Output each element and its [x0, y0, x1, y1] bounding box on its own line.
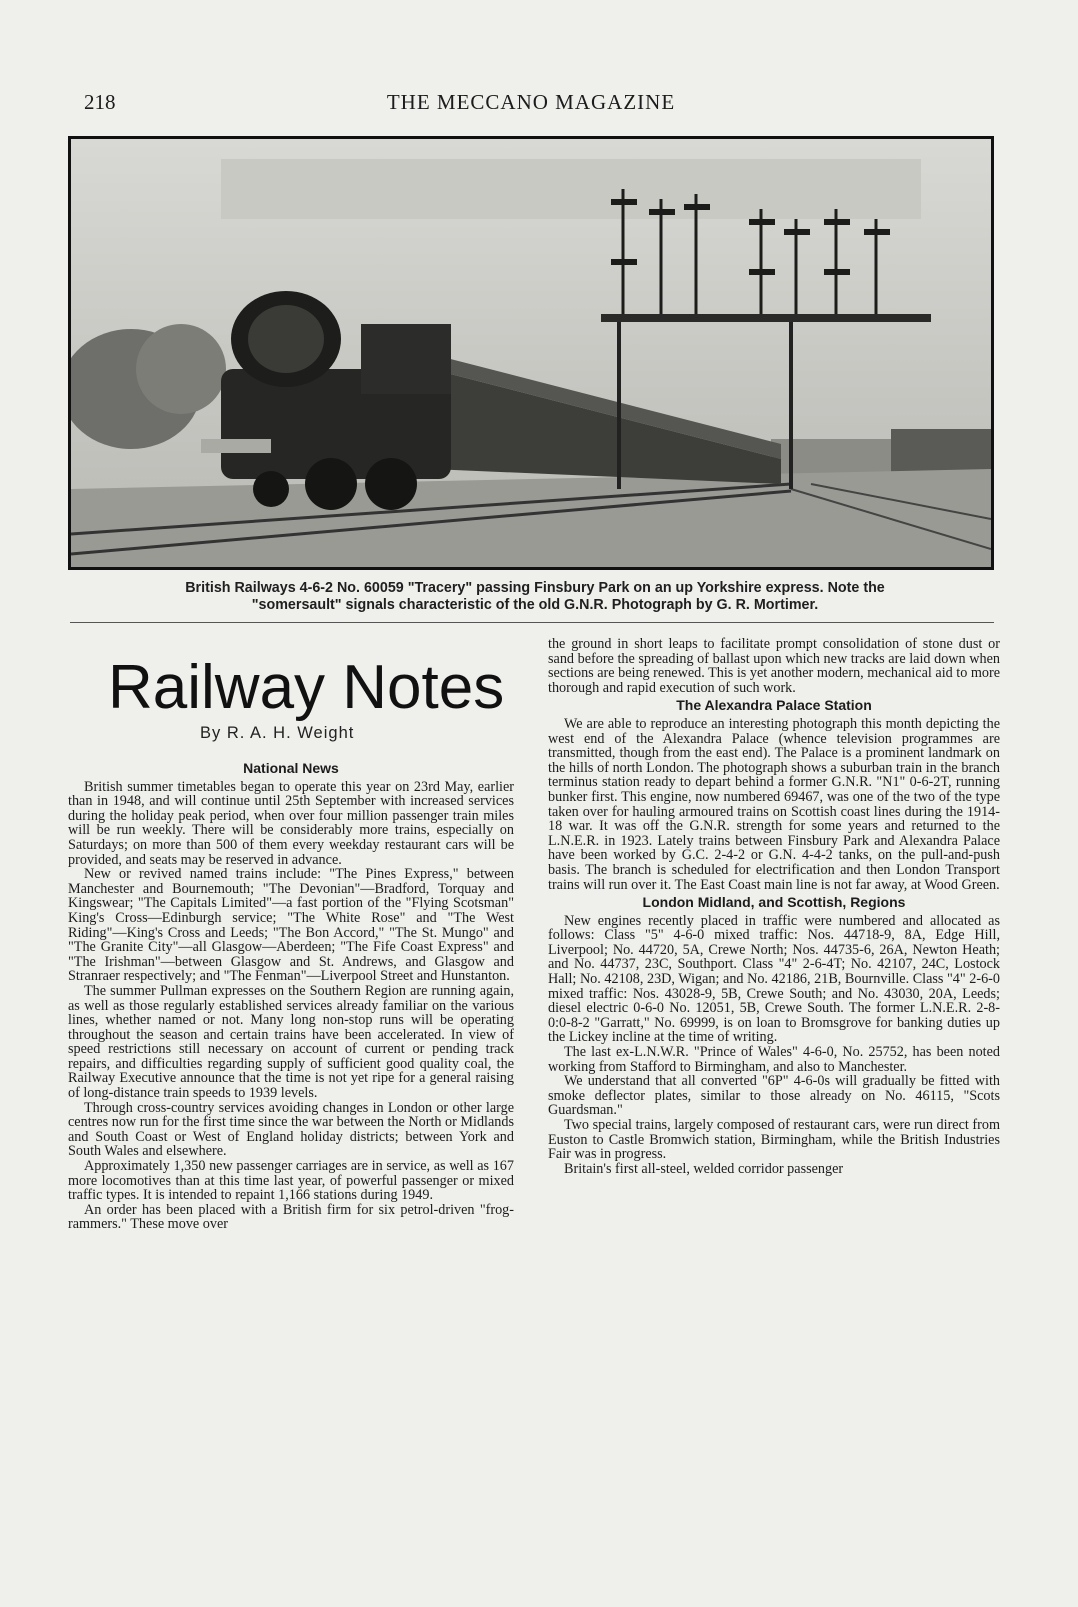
paragraph: The last ex-L.N.W.R. "Prince of Wales" 4-6-0, No. 25752, has been noted working from Stafford to Birmingham, and also to Manchester. — [548, 1044, 1000, 1075]
paragraph: We understand that all converted "6P" 4-6-0s will gradually be fitted with smoke deflector plates, similar to those already on No. 46115, "Scots Guardsman." — [548, 1073, 1000, 1119]
paragraph: British summer timetables began to operate this year on 23rd May, earlier than in 1948, and will continue until 25th September with increased services during the holiday peak period, when over four million passenger train miles will be run weekly. There will be considerably more trains, especially on Saturdays; on more than 500 of them every weekday restaurant cars will be provided, and seats may be reserved in advance. — [68, 778, 514, 868]
locomotive-photo — [68, 136, 994, 570]
article-byline: By R. A. H. Weight — [200, 724, 355, 742]
paragraph: Approximately 1,350 new passenger carriages are in service, as well as 167 more locomotives than at this time last year, of powerful passenger or mixed traffic types. It is intended to repaint 1,166 stations during 1949. — [68, 1158, 514, 1204]
left-column — [68, 758, 514, 1232]
paragraph: the ground in short leaps to facilitate prompt consolidation of stone dust or sand before the spreading of ballast upon which new tracks are laid down when sections are being renewed. This is yet another modern, mechanical aid to more thorough and rapid execution of such work. — [548, 636, 1001, 696]
paragraph: Britain's first all-steel, welded corridor passenger — [564, 1160, 844, 1177]
caption-line-1: British Railways 4-6-2 No. 60059 "Tracery" passing Finsbury Park on an up Yorkshire express. Note the — [185, 580, 885, 596]
photo-caption — [70, 580, 1000, 614]
article-title: Railway Notes — [108, 653, 505, 722]
heading-alexandra-palace: The Alexandra Palace Station — [676, 697, 872, 714]
divider — [70, 622, 994, 623]
heading-national-news: National News — [243, 760, 339, 776]
paragraph: New engines recently placed in traffic were numbered and allocated as follows: Class "5" 4-6-0 mixed traffic: Nos. 44718-9, 8A, Edge Hill, Liverpool; No. 44720, 5A, Crewe North; Nos. 44735-6, 26A, Newton Heath; and No. 44737, 23C, Southport. Class "4" 2-6-4T; No. 42107, 24C, Lostock Hall; No. 42108, 23D, Wigan; and No. 42186, 21B, Bournville. Class "4" 2-6-0 mixed traffic: Nos. 43028-9, 5B, Crewe South; and No. 43030, 20A, Leeds; diesel electric 0-6-0 No. 12051, 5B, Crewe South. The former L.N.E.R. 2-8-0:0-8-2 "Garratt," No. 69999, is on loan to Bromsgrove for banking duties up the Lickey incline at the time of writing. — [548, 912, 1000, 1046]
page-header — [66, 90, 996, 120]
right-column — [548, 637, 1000, 1176]
heading-lms-regions: London Midland, and Scottish, Regions — [642, 894, 906, 911]
paragraph: Two special trains, largely composed of restaurant cars, were run direct from Euston to Castle Bromwich station, Birmingham, while the British Industries Fair was in progress. — [548, 1117, 1000, 1163]
paragraph: The summer Pullman expresses on the Southern Region are running again, as well as those regularly established services already familiar on the various lines, whether named or not. Many long non-stop runs will be operating throughout the season and certain trains have been accelerated. In view of speed restrictions still necessary on account of current or pending track repairs, and difficulties regarding supply of sufficient good quality coal, the Railway Executive announce that the time is not yet ripe for a general raising of long-distance train speeds to 1939 levels. — [68, 982, 514, 1102]
caption-line-2: "somersault" signals characteristic of the old G.N.R. Photograph by G. R. Mortimer. — [251, 597, 819, 613]
paragraph: An order has been placed with a British firm for six petrol-driven "frog-rammers." These move over — [68, 1201, 514, 1233]
paragraph: New or revived named trains include: "The Pines Express," between Manchester and Bournemouth; "The Devonian"—Bradford, Torquay and Kingswear; "The Capitals Limited"—a fast portion of the "Flying Scotsman" King's Cross—Edinburgh service; "The White Rose" and "The West Riding"—King's Cross and Leeds; "The Bon Accord," "The St. Mungo" and "The Granite City"—all Glasgow—Aberdeen; "The Fife Coast Express" and "The Irishman"—between Glasgow and St. Andrews, and Glasgow and Stranraer respectively; and "The Fenman"—Liverpool Street and Hunstanton. — [68, 866, 514, 985]
paragraph: We are able to reproduce an interesting photograph this month depicting the west end of the Alexandra Palace (whence television programmes are transmitted, though from the east end). The Palace is a prominent landmark on the hills of north London. The photograph shows a suburban train in the branch terminus station ready to depart behind a former G.N.R. "N1" 0-6-2T, running bunker first. This engine, now numbered 69467, was one of the two of the type taken over for hauling armoured trains on Scottish coast lines during the 1914-18 war. It was off the G.N.R. strength for some years and returned to the L.N.E.R. in 1923. Lately trains between Finsbury Park and Alexandra Palace have been worked by G.C. 2-4-2 or G.N. 4-4-2 tanks, on the pull-and-push basis. The branch is scheduled for electrification and then London Transport trains will run over it. The East Coast main line is not far away, at Wood Green. — [548, 715, 1000, 893]
magazine-title: THE MECCANO MAGAZINE — [386, 90, 676, 114]
paragraph: Through cross-country services avoiding changes in London or other large centres now run for the first time since the war between the North or Midlands and South Coast or West of England holiday districts; between York and South Wales and elsewhere. — [68, 1099, 514, 1160]
page-number: 218 — [84, 90, 116, 114]
